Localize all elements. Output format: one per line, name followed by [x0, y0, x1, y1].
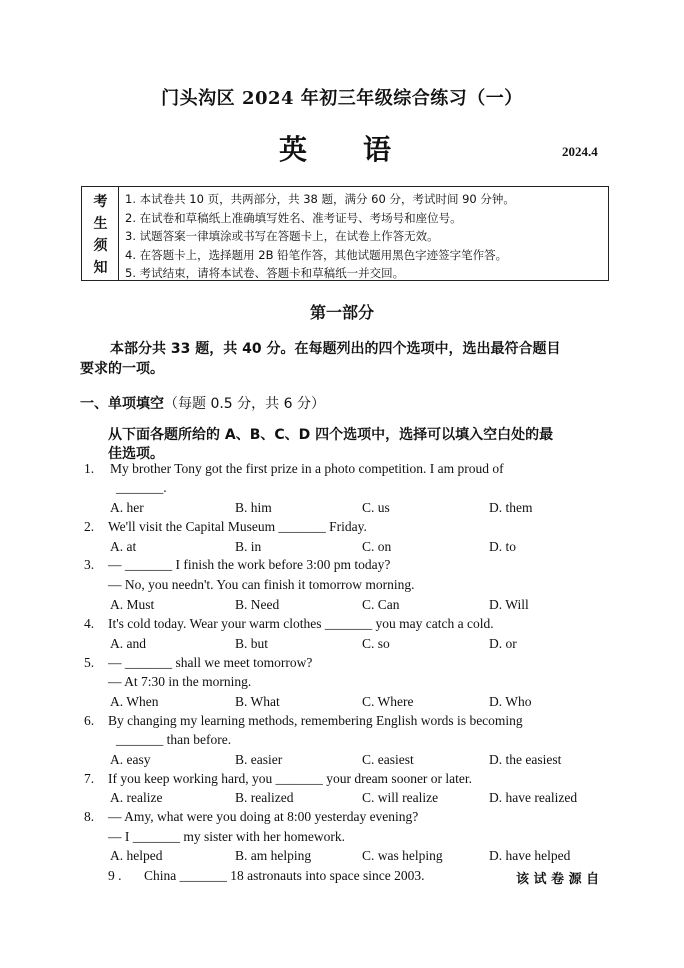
option-c: C. Where: [362, 694, 414, 709]
exam-title: 门头沟区 2024 年初三年级综合练习（一）: [161, 88, 523, 109]
option-d: D. Will: [489, 597, 529, 612]
part-intro-line: 本部分共 33 题，共 40 分。在每题列出的四个选项中，选出最符合题目: [110, 341, 561, 357]
option-c: C. will realize: [362, 790, 439, 805]
notice-side-char: 须: [93, 238, 108, 254]
option-a: A. and: [110, 636, 146, 651]
option-d: D. the easiest: [489, 752, 562, 767]
question-text: — Amy, what were you doing at 8:00 yesterday evening?: [108, 809, 419, 824]
option-d: D. Who: [489, 694, 532, 709]
option-c: C. was helping: [362, 848, 443, 863]
subject-title: 英 语: [278, 133, 405, 166]
notice-line: 4. 在答题卡上，选择题用 2B 铅笔作答，其他试题用黑色字迹签字笔作答。: [125, 247, 508, 262]
question-text: — No, you needn't. You can finish it tomorrow morning.: [108, 577, 415, 592]
question-number: 4.: [84, 616, 95, 631]
question-text: We'll visit the Capital Museum _______ Friday.: [108, 519, 367, 534]
option-c: C. on: [362, 539, 392, 554]
option-a: A. at: [110, 539, 137, 554]
option-a: A. helped: [110, 848, 163, 863]
question-text: _______.: [116, 480, 167, 495]
exam-date: 2024.4: [562, 144, 598, 159]
section-score: （每题 0.5 分，共 6 分）: [164, 396, 325, 412]
option-c: C. Can: [362, 597, 400, 612]
option-c: C. easiest: [362, 752, 414, 767]
notice-lines: [125, 190, 515, 283]
question-text: By changing my learning methods, remembering English words is becoming: [108, 713, 523, 728]
notice-side-char: 考: [93, 194, 108, 210]
question-number: 1.: [84, 461, 95, 476]
option-b: B. easier: [235, 752, 283, 767]
question-number: 6.: [84, 713, 95, 728]
question-number: 3.: [84, 557, 95, 572]
question-number: 5.: [84, 655, 95, 670]
option-a: A. When: [110, 694, 159, 709]
question-text: It's cold today. Wear your warm clothes _______ you may catch a cold.: [108, 616, 494, 631]
section-instruction-line: 从下面各题所给的 A、B、C、D 四个选项中，选择可以填入空白处的最: [108, 427, 554, 443]
option-b: B. realized: [235, 790, 294, 805]
notice-side-label: [82, 187, 119, 280]
notice-side-char: 知: [93, 260, 108, 276]
option-b: B. Need: [235, 597, 280, 612]
notice-line: 3. 试题答案一律填涂或书写在答题卡上，在试卷上作答无效。: [125, 229, 439, 243]
question-text: — _______ shall we meet tomorrow?: [108, 655, 313, 670]
option-a: A. realize: [110, 790, 163, 805]
question-text: — I _______ my sister with her homework.: [108, 829, 345, 844]
option-b: B. am helping: [235, 848, 312, 863]
section-heading: [80, 393, 325, 413]
notice-line: 5. 考试结束，请将本试卷、答题卡和草稿纸一并交回。: [125, 266, 405, 280]
question-text: If you keep working hard, you _______ your dream sooner or later.: [108, 771, 473, 786]
notice-line: 2. 在试卷和草稿纸上准确填写姓名、准考证号、考场号和座位号。: [125, 210, 462, 225]
question-number: 2.: [84, 519, 95, 534]
question-text: — At 7:30 in the morning.: [108, 674, 252, 689]
section-instruction-line: 佳选项。: [108, 446, 164, 462]
option-d: D. to: [489, 539, 516, 554]
question-number: 8.: [84, 809, 95, 824]
question-text: China _______ 18 astronauts into space since 2003.: [144, 868, 425, 883]
section-heading-title: 一、单项填空: [80, 396, 164, 412]
question-number: 7.: [84, 771, 95, 786]
notice-line: 1. 本试卷共 10 页，共两部分，共 38 题，满分 60 分，考试时间 90 分钟。: [125, 192, 515, 206]
question-number: 9 .: [108, 868, 122, 883]
option-c: C. so: [362, 636, 390, 651]
option-c: C. us: [362, 500, 390, 515]
part-title: 第一部分: [309, 303, 374, 322]
source-note: 该 试 卷 源 自: [516, 872, 600, 887]
option-b: B. him: [235, 500, 272, 515]
option-b: B. but: [235, 636, 269, 651]
question-text: _______ than before.: [116, 732, 232, 747]
option-a: A. her: [110, 500, 144, 515]
option-a: A. Must: [110, 597, 155, 612]
option-d: D. or: [489, 636, 517, 651]
notice-side-char: 生: [93, 216, 108, 232]
option-d: D. have realized: [489, 790, 578, 805]
option-d: D. them: [489, 500, 533, 515]
part-intro-line: 要求的一项。: [80, 361, 164, 377]
question-text: — _______ I finish the work before 3:00 pm today?: [108, 557, 391, 572]
exam-notice-box: [81, 186, 609, 281]
option-a: A. easy: [110, 752, 151, 767]
option-d: D. have helped: [489, 848, 571, 863]
question-text: My brother Tony got the first prize in a photo competition. I am proud of: [110, 461, 504, 476]
option-b: B. in: [235, 539, 262, 554]
option-b: B. What: [235, 694, 280, 709]
